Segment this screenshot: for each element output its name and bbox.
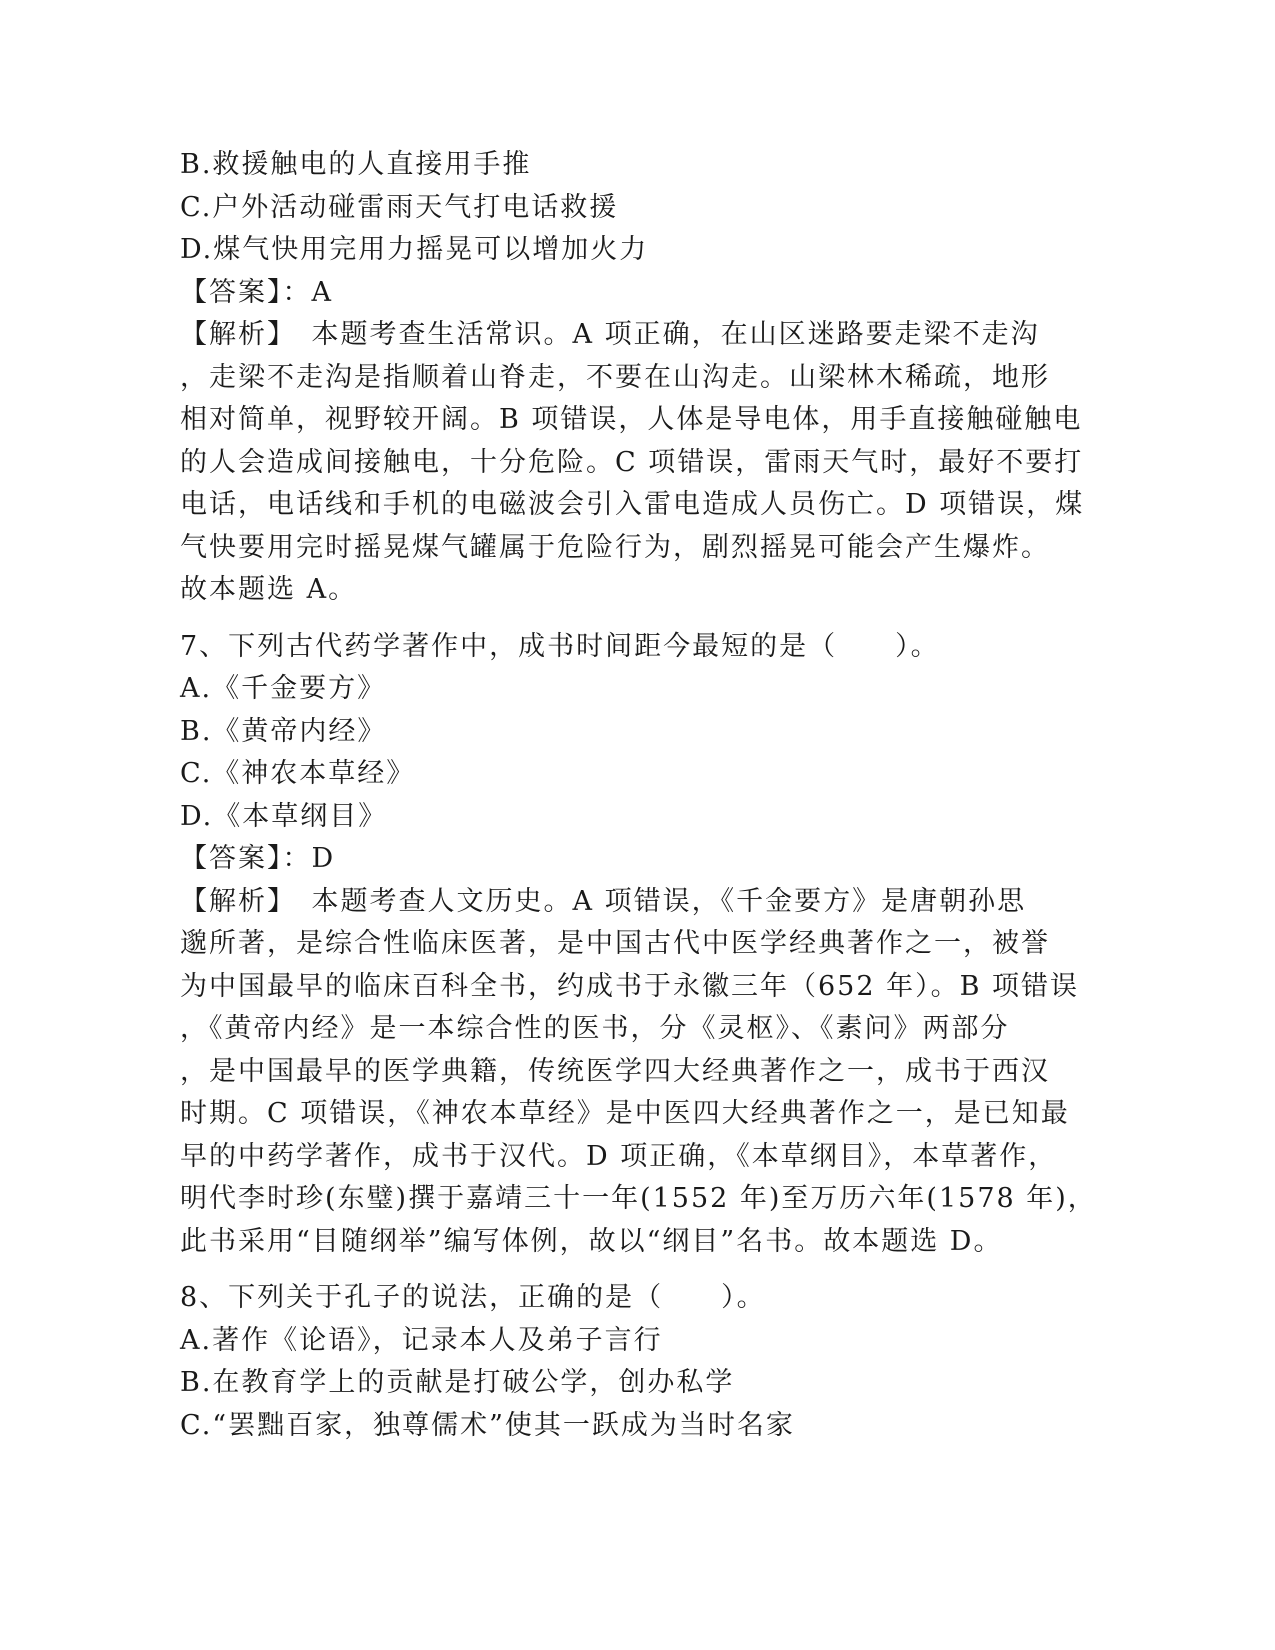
q6-analysis-line-5: 电话，电话线和手机的电磁波会引入雷电造成人员伤亡。D 项错误，煤 [180,489,1085,520]
q6-analysis-line-1: 【解析】 本题考查生活常识。A 项正确，在山区迷路要走梁不走沟 [180,319,1040,350]
q7-analysis-line-9: 此书采用“目随纲举”编写体例，故以“纲目”名书。故本题选 D。 [180,1225,1003,1257]
spacer [180,612,1080,626]
q7-analysis-line-4: ，《黄帝内经》是一本综合性的医书，分《灵枢》、《素问》两部分 [180,1013,1010,1044]
q7-option-a: A.《千金要方》 [180,673,387,704]
q7-analysis-line-8: 明代李时珍(东璧)撰于嘉靖三十一年(1552 年)至万历六年(1578 年)， [180,1183,1097,1214]
q7-analysis-line-6: 时期。C 项错误，《神农本草经》是中医四大经典著作之一，是已知最 [180,1098,1070,1129]
document-page [180,144,1097,1447]
spacer [180,1263,1080,1277]
q8-option-a: A.著作《论语》，记录本人及弟子言行 [180,1324,663,1356]
question-6-block [180,144,1085,612]
q6-analysis-line-7: 故本题选 A。 [180,574,358,605]
question-8-block [180,1277,1080,1447]
q7-analysis-line-1: 【解析】 本题考查人文历史。A 项错误，《千金要方》是唐朝孙思 [180,885,1027,917]
q7-analysis-line-3: 为中国最早的临床百科全书，约成书于永徽三年（652 年）。B 项错误 [180,970,1080,1002]
q6-option-b: B.救援触电的人直接用手推 [180,149,532,180]
q7-option-c: C.《神农本草经》 [180,758,416,789]
q7-analysis-line-2: 邈所著，是综合性临床医著，是中国古代中医学经典著作之一，被誉 [180,928,1050,959]
q7-question: 7、下列古代药学著作中，成书时间距今最短的是（ ）。 [180,630,940,662]
q7-option-b: B.《黄帝内经》 [180,715,387,747]
q7-option-d: D.《本草纲目》 [180,800,388,832]
q6-analysis-line-6: 气快要用完时摇晃煤气罐属于危险行为，剧烈摇晃可能会产生爆炸。 [180,531,1050,563]
q7-analysis-line-5: ，是中国最早的医学典籍，传统医学四大经典著作之一，成书于西汉 [180,1055,1050,1087]
q6-analysis-line-4: 的人会造成间接触电，十分危险。C 项错误，雷雨天气时，最好不要打 [180,446,1084,478]
q6-option-c: C.户外活动碰雷雨天气打电话救援 [180,191,619,223]
q7-answer: 【答案】：D [180,843,336,874]
q8-option-c: C.“罢黜百家，独尊儒术”使其一跃成为当时名家 [180,1409,795,1441]
question-7-block [180,626,1097,1264]
q6-answer: 【答案】：A [180,276,333,308]
q6-analysis-line-3: 相对简单，视野较开阔。B 项错误，人体是导电体，用手直接触碰触电 [180,404,1083,435]
q8-question: 8、下列关于孔子的说法，正确的是（ ）。 [180,1282,766,1313]
q7-analysis-line-7: 早的中药学著作，成书于汉代。D 项正确，《本草纲目》，本草著作， [180,1140,1058,1172]
q6-option-d: D.煤气快用完用力摇晃可以增加火力 [180,234,649,265]
q6-analysis-line-2: ，走梁不走沟是指顺着山脊走，不要在山沟走。山梁林木稀疏，地形 [180,361,1050,393]
q8-option-b: B.在教育学上的贡献是打破公学，创办私学 [180,1367,735,1398]
